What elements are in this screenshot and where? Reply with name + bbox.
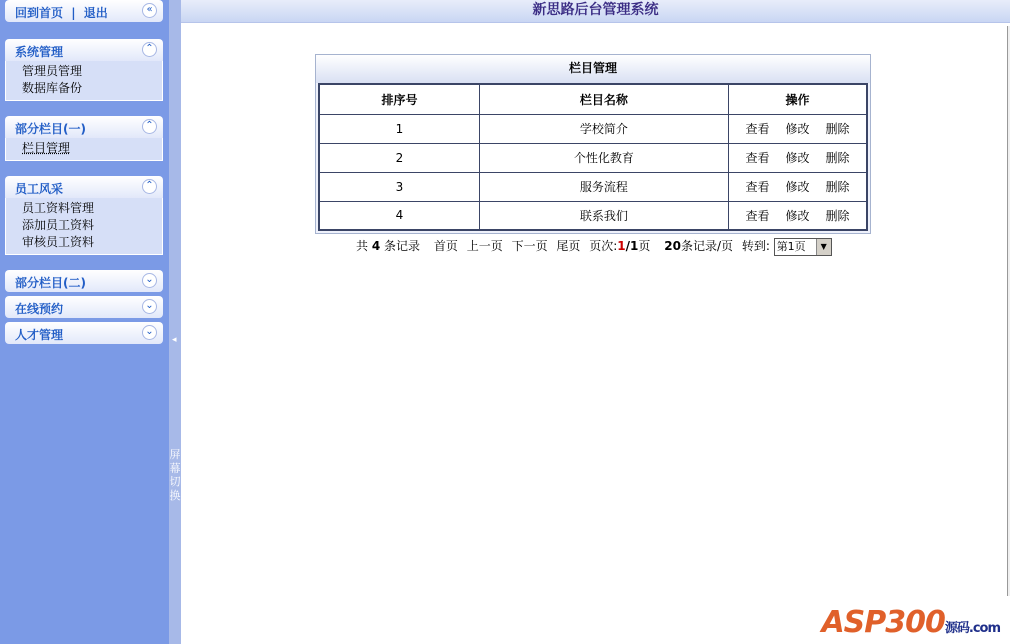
- asp300-logo: [821, 605, 1000, 640]
- column-table: [318, 83, 868, 231]
- panel-section-one-header[interactable]: [5, 116, 163, 138]
- table-row: [319, 172, 867, 201]
- panel-booking: [5, 296, 163, 318]
- home-link[interactable]: 回到首页: [15, 6, 64, 20]
- view-link[interactable]: 查看: [745, 180, 770, 194]
- chevron-up-icon[interactable]: ⌃: [142, 119, 157, 134]
- panel-section-one: [5, 116, 163, 161]
- row-actions: [728, 143, 867, 172]
- total-count: 4: [371, 239, 381, 253]
- panel-staff: [5, 176, 163, 255]
- next-page-link[interactable]: 下一页: [511, 239, 548, 253]
- per-page-count: 20: [664, 239, 681, 253]
- chevron-down-icon[interactable]: ⌄: [142, 273, 157, 288]
- edit-link[interactable]: 修改: [785, 122, 810, 136]
- sidebar: [0, 0, 169, 644]
- row-name: 联系我们: [479, 201, 728, 230]
- page-unit: 页: [638, 239, 651, 253]
- table-wrap: [316, 83, 870, 233]
- table-header-row: [319, 84, 867, 114]
- sidebar-top-bar: [5, 0, 163, 22]
- panel-system: [5, 39, 163, 101]
- menu-item-staff-add[interactable]: 添加员工资料: [22, 218, 95, 232]
- page-select[interactable]: [774, 238, 832, 256]
- panel-section-two-header[interactable]: [5, 270, 163, 292]
- panel-talent-title: 人才管理: [15, 328, 64, 342]
- total-suffix: 条记录: [384, 239, 421, 253]
- panel-talent: [5, 322, 163, 344]
- screen-splitter[interactable]: [169, 0, 181, 644]
- chevron-up-icon[interactable]: ⌃: [142, 179, 157, 194]
- panel-system-body: [5, 61, 163, 101]
- panel-staff-header[interactable]: [5, 176, 163, 198]
- menu-item-column-manage[interactable]: 栏目管理: [22, 141, 71, 155]
- panel-talent-header[interactable]: [5, 322, 163, 344]
- row-order: 2: [319, 143, 479, 172]
- row-name: 学校简介: [479, 114, 728, 143]
- table-row: [319, 143, 867, 172]
- chevron-up-icon[interactable]: ⌃: [142, 42, 157, 57]
- menu-item-staff-manage[interactable]: 员工资料管理: [22, 201, 95, 215]
- panel-section-two: [5, 270, 163, 292]
- panel-staff-title: 员工风采: [15, 182, 64, 196]
- menu-item-db-backup[interactable]: 数据库备份: [22, 81, 83, 95]
- panel-booking-header[interactable]: [5, 296, 163, 318]
- last-page-link[interactable]: 尾页: [556, 239, 581, 253]
- first-page-link[interactable]: 首页: [433, 239, 458, 253]
- watermark-suffix: 源码.com: [944, 621, 1000, 636]
- page-select-value: 第1页: [776, 239, 806, 253]
- delete-link[interactable]: 删除: [825, 180, 850, 194]
- page-label: 页次:: [589, 239, 618, 253]
- goto-label: 转到:: [741, 239, 770, 253]
- total-pages: /1: [625, 239, 639, 253]
- table-row: [319, 114, 867, 143]
- view-link[interactable]: 查看: [745, 151, 770, 165]
- menu-item-admin-manage[interactable]: 管理员管理: [22, 64, 83, 78]
- top-links: [15, 4, 108, 21]
- delete-link[interactable]: 删除: [825, 208, 850, 223]
- watermark-brand: ASP300: [821, 605, 945, 640]
- view-link[interactable]: 查看: [745, 122, 770, 136]
- total-prefix: 共: [356, 239, 369, 253]
- row-name: 服务流程: [479, 172, 728, 201]
- row-order: 4: [319, 201, 479, 230]
- edit-link[interactable]: 修改: [785, 151, 810, 165]
- collapse-arrow-icon[interactable]: ◂: [172, 335, 177, 345]
- row-actions: [728, 172, 867, 201]
- link-separator: |: [71, 6, 76, 20]
- edit-link[interactable]: 修改: [785, 208, 810, 223]
- collapse-sidebar-icon[interactable]: «: [142, 3, 157, 18]
- current-page: 1: [617, 239, 626, 253]
- dropdown-arrow-icon[interactable]: ▼: [816, 239, 831, 255]
- table-caption: 栏目管理: [316, 55, 870, 83]
- panel-section-one-body: [5, 138, 163, 161]
- panel-staff-body: [5, 198, 163, 255]
- row-order: 3: [319, 172, 479, 201]
- header-name: 栏目名称: [479, 84, 728, 114]
- page-title: 新思路后台管理系统: [532, 2, 659, 18]
- row-order: 1: [319, 114, 479, 143]
- panel-booking-title: 在线预约: [15, 302, 64, 316]
- chevron-down-icon[interactable]: ⌄: [142, 299, 157, 314]
- panel-system-title: 系统管理: [15, 45, 64, 59]
- row-actions: [728, 114, 867, 143]
- chevron-down-icon[interactable]: ⌄: [142, 325, 157, 340]
- menu-item-staff-review[interactable]: 审核员工资料: [22, 235, 95, 249]
- column-table-panel: [315, 54, 871, 234]
- pagination-bar: [356, 236, 836, 256]
- row-name: 个性化教育: [479, 143, 728, 172]
- per-page-suffix: 条记录/页: [680, 239, 733, 253]
- header-actions: 操作: [728, 84, 867, 114]
- table-row: [319, 201, 867, 230]
- sidebar-top-panel: [5, 0, 163, 22]
- header-order: 排序号: [319, 84, 479, 114]
- panel-section-one-title: 部分栏目(一): [15, 122, 86, 136]
- delete-link[interactable]: 删除: [825, 122, 850, 136]
- view-link[interactable]: 查看: [745, 208, 770, 223]
- delete-link[interactable]: 删除: [825, 151, 850, 165]
- panel-system-header[interactable]: [5, 39, 163, 61]
- prev-page-link[interactable]: 上一页: [466, 239, 503, 253]
- logout-link[interactable]: 退出: [83, 6, 108, 20]
- screen-switch-label[interactable]: 屏幕切换: [169, 448, 181, 502]
- row-actions: [728, 201, 867, 230]
- panel-section-two-title: 部分栏目(二): [15, 276, 86, 290]
- header-bar: [181, 0, 1010, 23]
- edit-link[interactable]: 修改: [785, 180, 810, 194]
- main-content: [181, 0, 1010, 644]
